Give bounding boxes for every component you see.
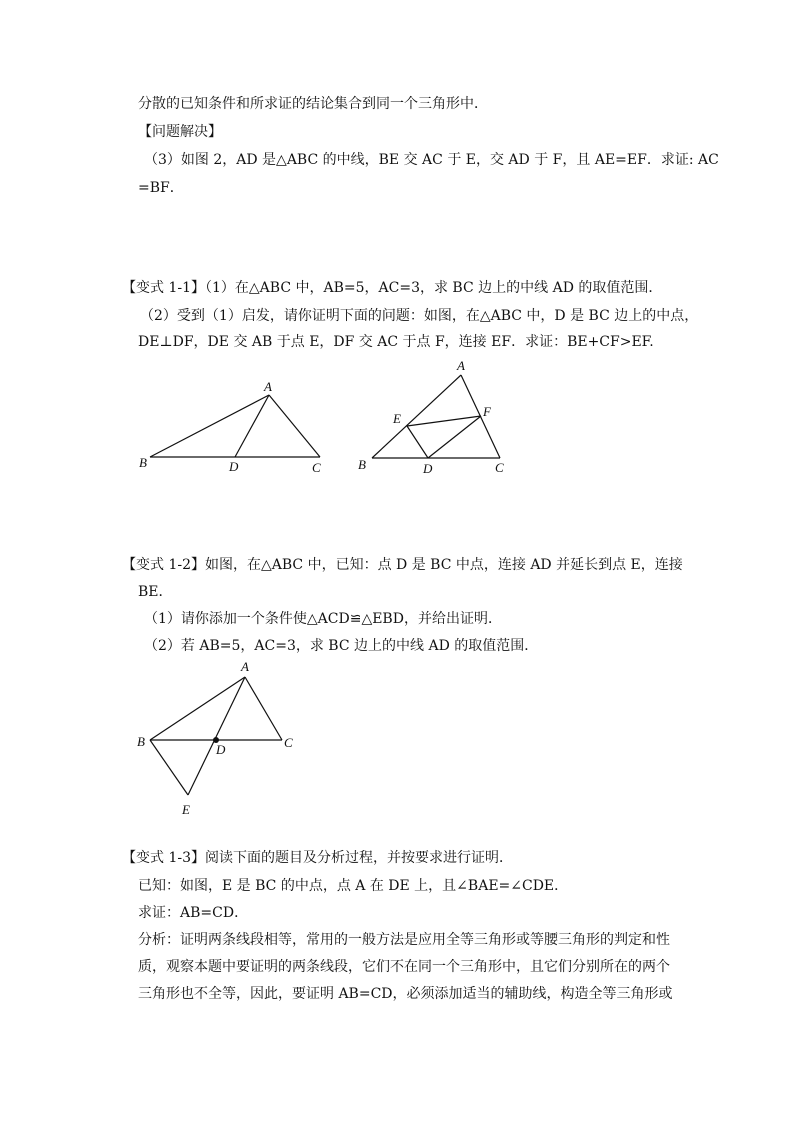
fig1-label-A: A bbox=[264, 379, 272, 394]
fig3-label-E: E bbox=[182, 802, 190, 817]
fig2-label-A: A bbox=[457, 358, 465, 373]
section-heading-problem-solving: 【问题解决】 bbox=[138, 124, 222, 140]
fig1-label-C: C bbox=[312, 460, 321, 475]
text-line-4: =BF． bbox=[138, 180, 184, 196]
fig2-label-B: B bbox=[358, 457, 366, 472]
triangle-figure-2 bbox=[352, 355, 522, 480]
text-line-11: （2）若 AB=5，AC=3，求 BC 边上的中线 AD 的取值范围． bbox=[144, 638, 539, 654]
fig2-label-F: F bbox=[483, 404, 491, 419]
text-line-14: 求证：AB=CD． bbox=[138, 905, 249, 921]
fig1-label-B: B bbox=[139, 455, 147, 470]
fig3-label-A: A bbox=[241, 659, 249, 674]
triangle-figure-3 bbox=[130, 655, 310, 820]
fig3-label-D: D bbox=[216, 742, 226, 757]
text-line-3: （3）如图 2，AD 是△ABC 的中线，BE 交 AC 于 E，交 AD 于 F，且 AE=EF．求证: AC bbox=[144, 152, 719, 168]
text-line-16: 质，观察本题中要证明的两条线段，它们不在同一个三角形中，且它们分别所在的两个 bbox=[138, 959, 670, 975]
fig3-label-B: B bbox=[137, 734, 145, 749]
text-line-15: 分析：证明两条线段相等，常用的一般方法是应用全等三角形或等腰三角形的判定和性 bbox=[138, 932, 670, 948]
fig3-label-C: C bbox=[284, 735, 293, 750]
text-line-1: 分散的已知条件和所求证的结论集合到同一个三角形中． bbox=[138, 96, 488, 112]
text-line-9: BE． bbox=[138, 584, 173, 600]
variant-1-3-heading: 【变式 1-3】阅读下面的题目及分析过程，并按要求进行证明． bbox=[122, 850, 513, 866]
text-line-6: （2）受到（1）启发，请你证明下面的问题：如图，在△ABC 中，D 是 BC 边上的中点， bbox=[140, 308, 699, 324]
fig2-label-C: C bbox=[495, 460, 504, 475]
triangle-figure-1 bbox=[130, 375, 340, 475]
fig2-label-D: D bbox=[423, 461, 433, 476]
text-line-10: （1）请你添加一个条件使△ACD≌△EBD，并给出证明． bbox=[144, 611, 502, 627]
variant-1-2-heading: 【变式 1-2】如图，在△ABC 中，已知：点 D 是 BC 中点，连接 AD 并延长到点 E，连接 bbox=[122, 557, 683, 573]
text-line-17: 三角形也不全等，因此，要证明 AB=CD，必须添加适当的辅助线，构造全等三角形或 bbox=[138, 986, 673, 1002]
text-line-13: 已知：如图，E 是 BC 的中点，点 A 在 DE 上，且∠BAE=∠CDE． bbox=[138, 878, 569, 894]
fig1-label-D: D bbox=[229, 459, 239, 474]
variant-1-1-heading: 【变式 1-1】（1）在△ABC 中，AB=5，AC=3，求 BC 边上的中线 AD 的取值范围． bbox=[122, 280, 663, 296]
text-line-7: DE⊥DF，DE 交 AB 于点 E，DF 交 AC 于点 F，连接 EF．求证：BE+CF>EF. bbox=[138, 334, 654, 350]
fig2-label-E: E bbox=[393, 411, 401, 426]
